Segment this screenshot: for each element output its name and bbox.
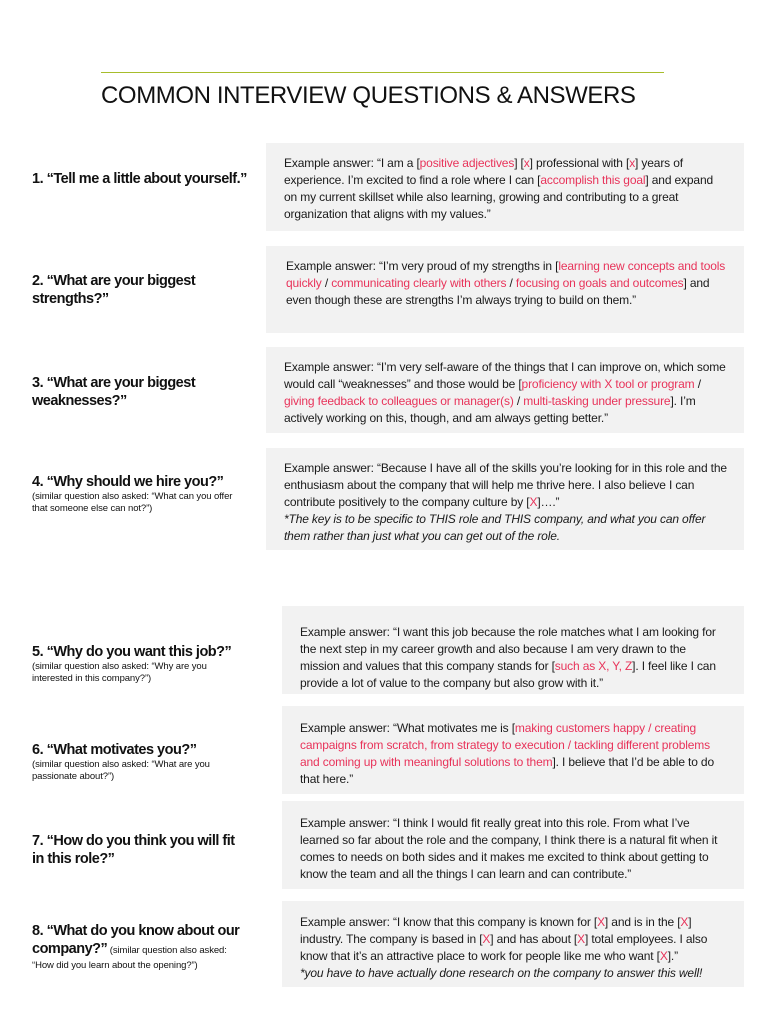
- answer-segment: /: [513, 394, 524, 408]
- question-text: 4. “Why should we hire you?”: [32, 474, 224, 490]
- answer-segment: /: [506, 276, 516, 290]
- question-2: [32, 272, 260, 308]
- answer-note: *The key is to be specific to THIS role and THIS company, and what you can offer them rather than just what you can get out of the role.: [284, 512, 706, 543]
- answer-text: [286, 258, 728, 309]
- answer-text: [300, 720, 728, 788]
- answer-box-6: [282, 706, 744, 794]
- placeholder-text: X: [680, 915, 689, 929]
- answer-box-8: [282, 901, 744, 987]
- placeholder-text: communicating clearly with others: [331, 276, 507, 290]
- question-subtext: (similar question also asked: “What are you passionate about?”): [32, 759, 210, 782]
- answer-segment: /: [321, 276, 332, 290]
- answer-segment: Example answer: “I know that this company is known for [: [300, 915, 598, 929]
- question-text: [32, 922, 272, 960]
- question-text: 1. “Tell me a little about yourself.”: [32, 171, 247, 187]
- answer-box-7: [282, 801, 744, 889]
- page-title: COMMON INTERVIEW QUESTIONS & ANSWERS: [101, 82, 636, 109]
- answer-segment: ] total employees. I also know that it’s an attractive place to work for people like me who want [: [300, 932, 708, 963]
- answer-segment: ] industry. The company is based in [: [300, 915, 692, 946]
- question-5: [32, 643, 260, 685]
- answer-segment: ]….”: [537, 495, 560, 509]
- answer-box-4: [266, 448, 744, 550]
- question-subtext: (similar question also asked: “Why are you interested in this company?”): [32, 661, 207, 684]
- placeholder-text: proficiency with X tool or program: [521, 377, 695, 391]
- placeholder-text: accomplish this goal: [540, 173, 646, 187]
- title-divider: [101, 72, 664, 73]
- answer-segment: Example answer: “I want this job because the role matches what I am looking for the next step in my career growth and also because I am very drawn to the mission and values that this company stands for [: [300, 625, 716, 673]
- placeholder-text: positive adjectives: [419, 156, 515, 170]
- answer-segment: ] and expand on my current skillset while also learning, growing and contributing to a great organization that aligns with my values.”: [284, 173, 713, 221]
- answer-segment: Example answer: “I’m very self-aware of the things that I can improve on, which some would call “weaknesses” and those would be [: [284, 360, 726, 391]
- placeholder-text: X: [597, 915, 605, 929]
- answer-segment: ].”: [667, 949, 678, 963]
- question-text: 6. “What motivates you?”: [32, 742, 197, 758]
- placeholder-text: X: [482, 932, 491, 946]
- question-7: [32, 832, 247, 868]
- answer-segment: ]. I feel like I can provide a lot of value to the company but also grow with it.”: [300, 659, 716, 690]
- answer-segment: ]. I’m actively working on this, though, and am always getting better.”: [284, 394, 696, 425]
- answer-text: [300, 914, 728, 965]
- answer-text: [300, 624, 728, 692]
- answer-box-5: [282, 606, 744, 694]
- answer-segment: Example answer: “What motivates me is [: [300, 721, 515, 735]
- question-label: 8. “What do you know about our company?”: [32, 923, 240, 957]
- placeholder-text: x: [523, 156, 530, 170]
- answer-segment: ] and even though these are strengths I’m always trying to build on them.”: [286, 276, 710, 307]
- placeholder-text: X: [529, 495, 538, 509]
- placeholder-text: making customers happy / creating campaigns from scratch, from strategy to execution / tackling different problems and coming up with meaningful solutions to them: [300, 721, 710, 769]
- placeholder-text: X: [659, 949, 668, 963]
- answer-segment: ] and is in the [: [604, 915, 681, 929]
- answer-note: *you have to have actually done research on the company to answer this well!: [300, 966, 703, 980]
- answer-box-2: [266, 246, 744, 333]
- question-subtext: “How did you learn about the opening?”): [32, 960, 198, 971]
- answer-segment: ] [: [514, 156, 524, 170]
- question-8: [32, 922, 272, 972]
- question-4: [32, 473, 260, 515]
- answer-segment: Example answer: “I think I would fit really great into this role. From what I’ve learned so far about the role and the company, I think there is a natural fit when it comes to needs on both sides and it makes me excited to think about getting to know the team and all the things I can learn and can contribute.”: [300, 816, 718, 881]
- answer-segment: Example answer: “I’m very proud of my strengths in [: [286, 259, 559, 273]
- answer-segment: Example answer: “Because I have all of the skills you’re looking for in this role and the enthusiasm about the company that will help me thrive here. I also believe I can contribute positively to the company culture by [: [284, 461, 727, 509]
- question-subtext: (similar question also asked: “What can you offer that someone else can not?”): [32, 491, 233, 514]
- answer-segment: /: [694, 377, 701, 391]
- question-6: [32, 741, 260, 783]
- answer-segment: Example answer: “I am a [: [284, 156, 420, 170]
- question-text: 3. “What are your biggest weaknesses?”: [32, 375, 196, 409]
- placeholder-text: multi-tasking under pressure: [523, 394, 671, 408]
- placeholder-text: giving feedback to colleagues or manager(s): [284, 394, 514, 408]
- question-text: 2. “What are your biggest strengths?”: [32, 273, 196, 307]
- answer-box-3: [266, 347, 744, 433]
- placeholder-text: such as X, Y, Z: [554, 659, 633, 673]
- answer-segment: ]. I believe that I’d be able to do that here.”: [300, 755, 714, 786]
- question-1: [32, 170, 260, 188]
- placeholder-text: learning new concepts and tools quickly: [286, 259, 726, 290]
- question-subtext-inline: (similar question also asked:: [107, 945, 227, 956]
- answer-box-1: [266, 143, 744, 231]
- placeholder-text: focusing on goals and outcomes: [515, 276, 684, 290]
- answer-text: [300, 815, 728, 883]
- answer-segment: ] and has about [: [490, 932, 578, 946]
- placeholder-text: X: [577, 932, 585, 946]
- question-3: [32, 374, 260, 410]
- placeholder-text: x: [629, 156, 636, 170]
- answer-segment: ] professional with [: [529, 156, 630, 170]
- answer-text: [284, 359, 728, 427]
- answer-text: [284, 155, 728, 223]
- answer-segment: ] years of experience. I’m excited to find a role where I can [: [284, 156, 683, 187]
- answer-text: [284, 460, 728, 511]
- question-text: 5. “Why do you want this job?”: [32, 644, 232, 660]
- question-text: 7. “How do you think you will fit in this role?”: [32, 833, 235, 867]
